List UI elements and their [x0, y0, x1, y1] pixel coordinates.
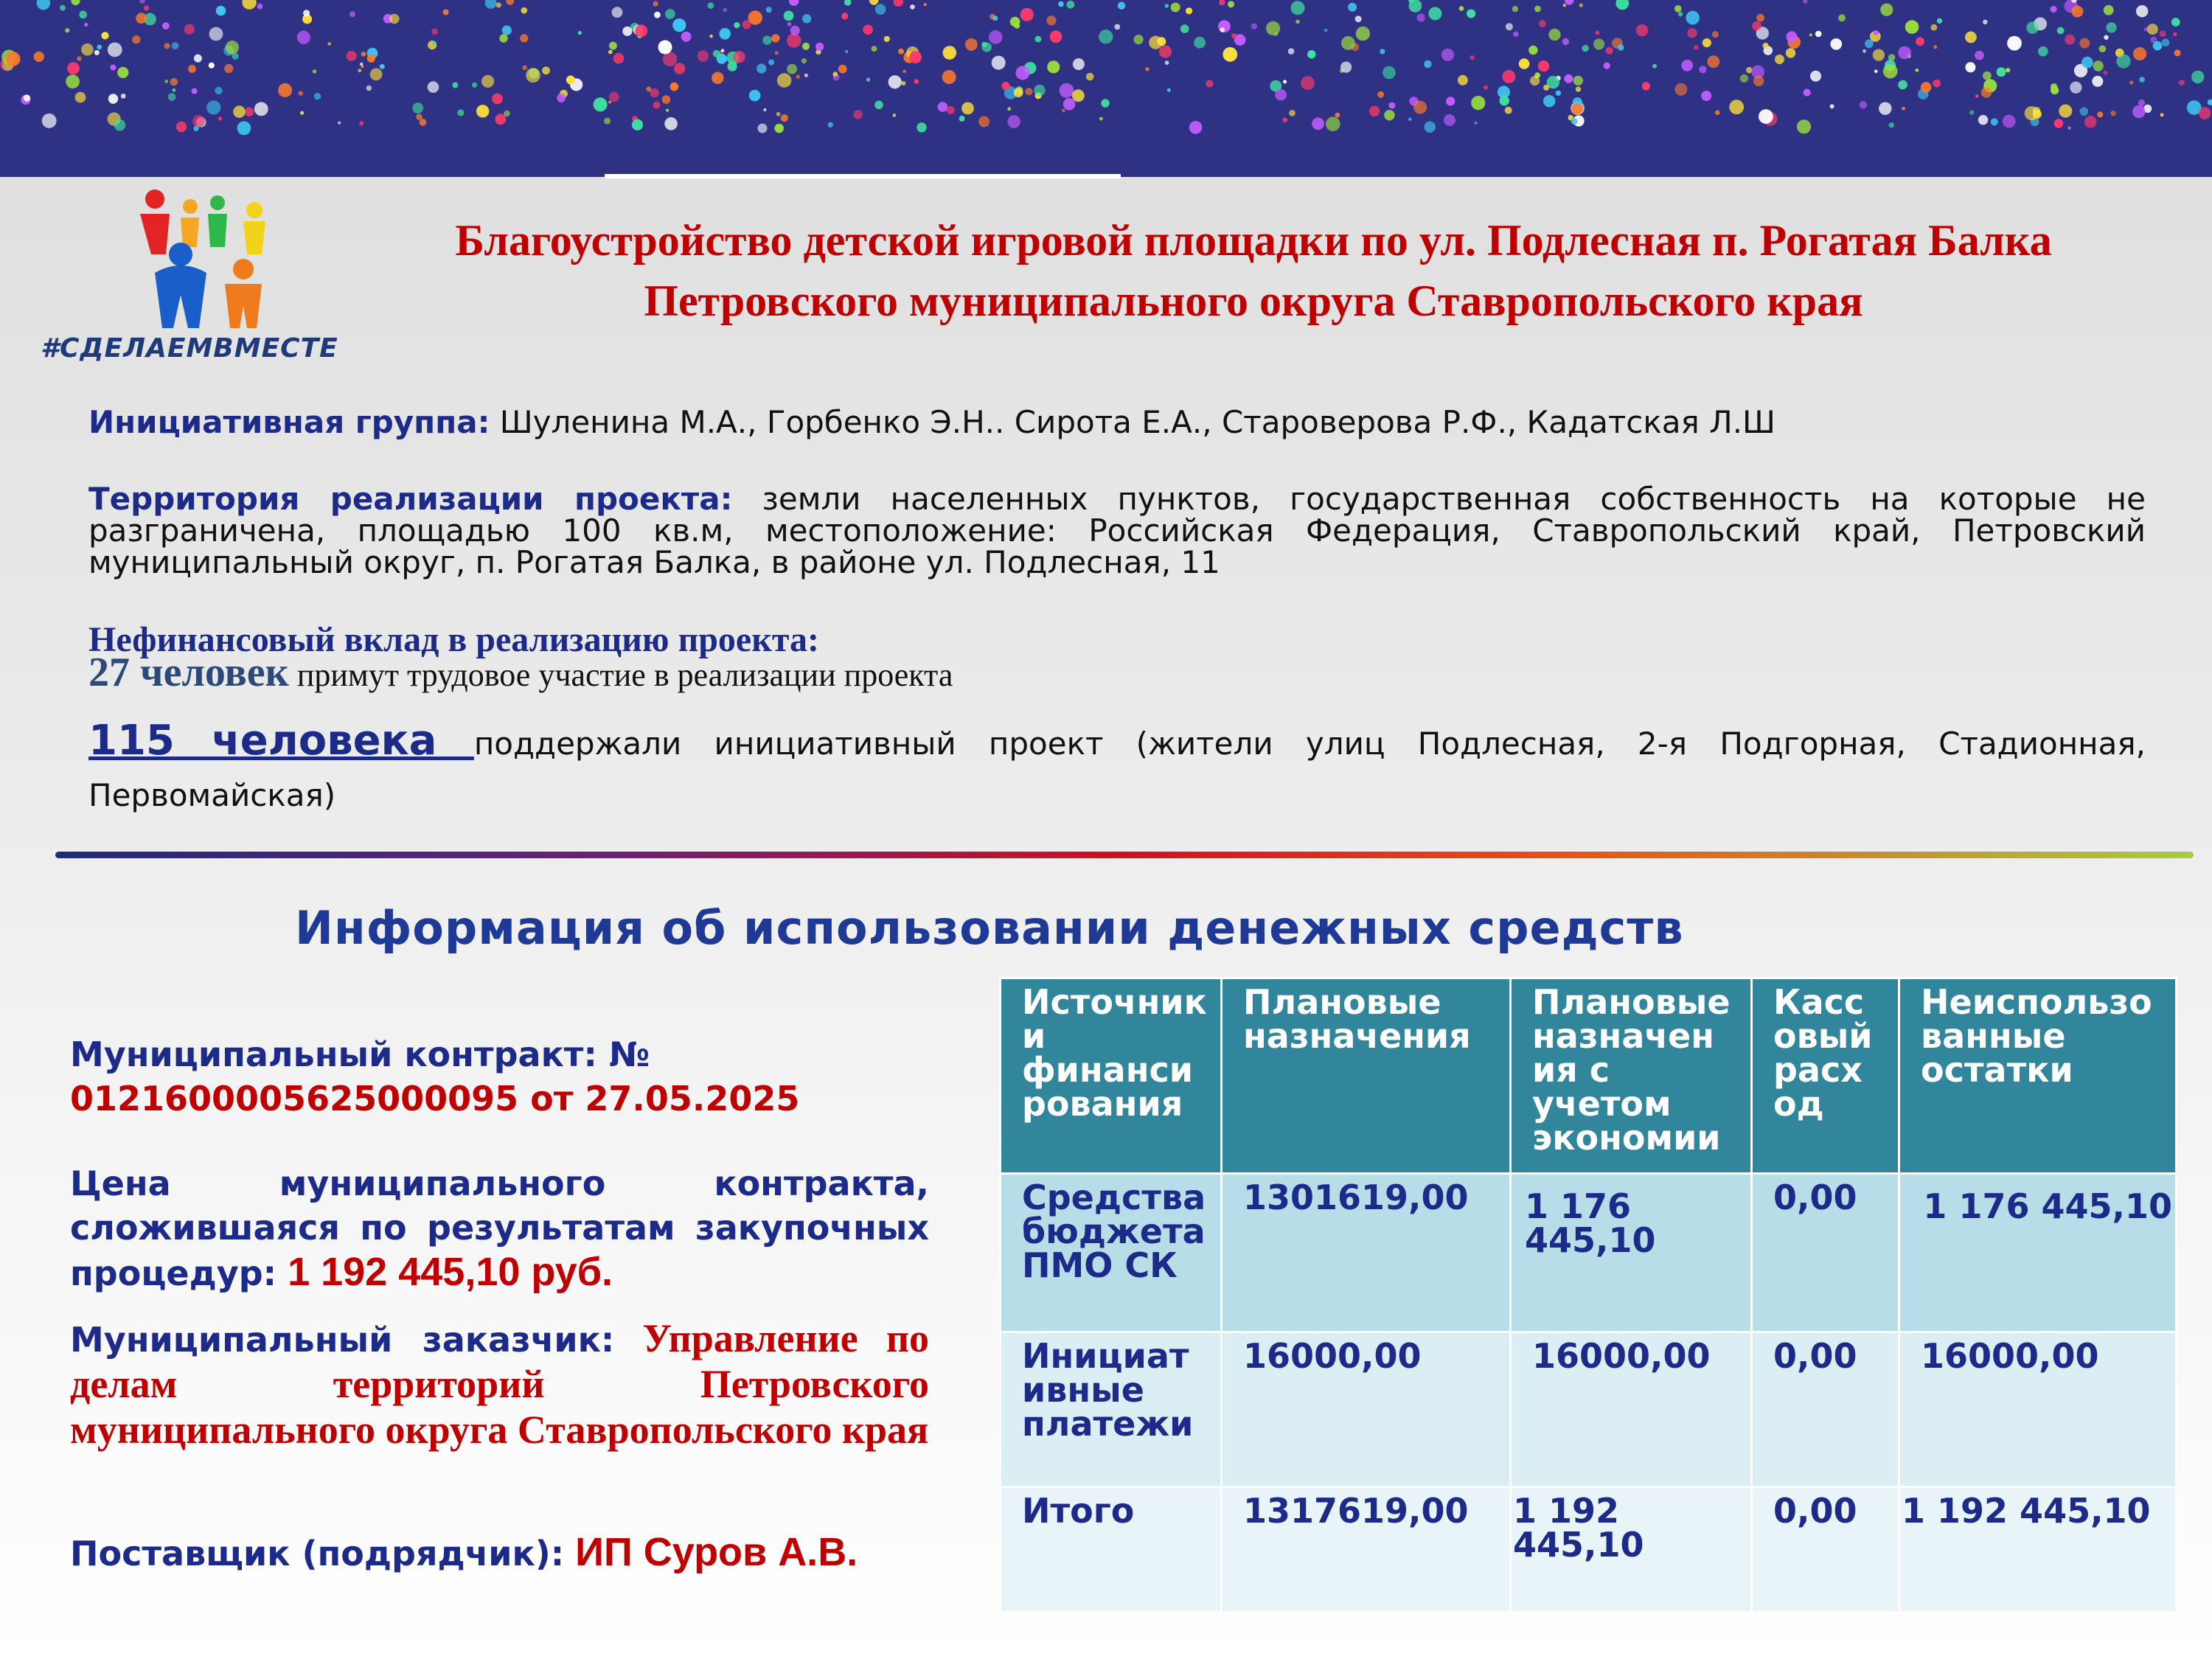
cell-unused-balance: 1 176 445,10 — [1899, 1174, 2177, 1332]
price-paragraph — [70, 1161, 929, 1295]
cell-planned-economy: 1 176 445,10 — [1511, 1174, 1752, 1332]
cell-planned: 1301619,00 — [1222, 1174, 1511, 1332]
nonfin-heading: Нефинансовый вклад в реализацию проекта: — [88, 620, 820, 659]
support-paragraph — [88, 715, 2146, 821]
cell-cash-expense: 0,00 — [1752, 1487, 1899, 1613]
territory-label: Территория реализации проекта: — [88, 481, 733, 517]
funding-table — [999, 977, 2177, 1613]
initiative-group-paragraph — [88, 404, 2146, 440]
money-section-title: Информация об использовании денежных средств — [295, 901, 1684, 955]
nonfin-count: 27 человек — [88, 650, 289, 695]
cell-planned: 16000,00 — [1222, 1332, 1511, 1487]
supplier-label: Поставщик (подрядчик): — [70, 1534, 565, 1573]
header-source: Источник и финанси рования — [1001, 978, 1222, 1174]
contract-paragraph — [70, 1032, 929, 1121]
nonfin-text: примут трудовое участие в реализации проекта — [288, 657, 953, 693]
customer-label: Муниципальный заказчик: — [70, 1320, 615, 1360]
page-title — [347, 210, 2160, 331]
contract-label: Муниципальный контракт: № — [70, 1034, 650, 1074]
cell-source: Средства бюджета ПМО СК — [1001, 1174, 1222, 1332]
table-row — [1001, 1487, 2177, 1613]
cell-cash-expense: 0,00 — [1752, 1174, 1899, 1332]
table-row — [1001, 1174, 2177, 1332]
header-unused-balance: Неиспользо ванные остатки — [1899, 978, 2177, 1174]
header-planned-economy: Плановые назначен ия с учетом экономии — [1511, 978, 1752, 1174]
cell-source: Итого — [1001, 1487, 1222, 1613]
cell-planned-economy: 16000,00 — [1511, 1332, 1752, 1487]
support-text: поддержали инициативный проект (жители улиц Подлесная, 2-я Подгорная, Стадионная, Первомайская) — [88, 726, 2146, 813]
gradient-divider — [55, 852, 2194, 858]
people-group-logo-icon — [125, 184, 295, 332]
territory-value: земли населенных пунктов, государственная собственность на которые не разграничена, площадью 100 кв.м, местоположение: Российская Федерация, Ставропольский край, Петровский муниципальный округ, п. Рогатая Балка, в районе ул. Подлесная, 11 — [88, 481, 2146, 580]
price-value: 1 192 445,10 руб. — [276, 1250, 613, 1294]
cell-source: Инициат ивные платежи — [1001, 1332, 1222, 1487]
banner-strip — [605, 174, 1121, 178]
hashtag-label: #СДЕЛАЕМВМЕСТЕ — [41, 333, 338, 364]
header-banner — [0, 0, 2212, 177]
contract-value: 0121600005625000095 от 27.05.2025 — [70, 1079, 800, 1119]
cell-planned: 1317619,00 — [1222, 1487, 1511, 1613]
title-line-2: Петровского муниципального округа Ставропольского края — [644, 276, 1863, 325]
territory-paragraph — [88, 483, 2146, 578]
supplier-paragraph — [70, 1530, 929, 1576]
support-count: 115 человека — [88, 717, 474, 765]
title-line-1: Благоустройство детской игровой площадки по ул. Подлесная п. Рогатая Балка — [455, 216, 2052, 265]
initiative-value: Шуленина М.А., Горбенко Э.Н.. Сирота Е.А., Староверова Р.Ф., Кадатская Л.Ш — [490, 404, 1775, 440]
header-cash-expense: Касс овый расх од — [1752, 978, 1899, 1174]
cell-unused-balance: 16000,00 — [1899, 1332, 2177, 1487]
initiative-label: Инициативная группа: — [88, 404, 490, 440]
table-header-row — [1001, 978, 2177, 1174]
price-label: Цена муниципального контракта, сложившаяся по результатам закупочных процедур: — [70, 1164, 929, 1293]
cell-cash-expense: 0,00 — [1752, 1332, 1899, 1487]
cell-planned-economy: 1 192 445,10 — [1511, 1487, 1752, 1613]
nonfin-line — [88, 649, 953, 696]
supplier-value: ИП Суров А.В. — [564, 1530, 858, 1574]
confetti-dots-decoration — [0, 0, 2212, 177]
cell-unused-balance: 1 192 445,10 — [1899, 1487, 2177, 1613]
customer-paragraph — [70, 1316, 929, 1453]
customer-value: Управление по делам территорий Петровского муниципального округа Ставропольского края — [70, 1316, 929, 1452]
table-row — [1001, 1332, 2177, 1487]
header-planned: Плановые назначения — [1222, 978, 1511, 1174]
